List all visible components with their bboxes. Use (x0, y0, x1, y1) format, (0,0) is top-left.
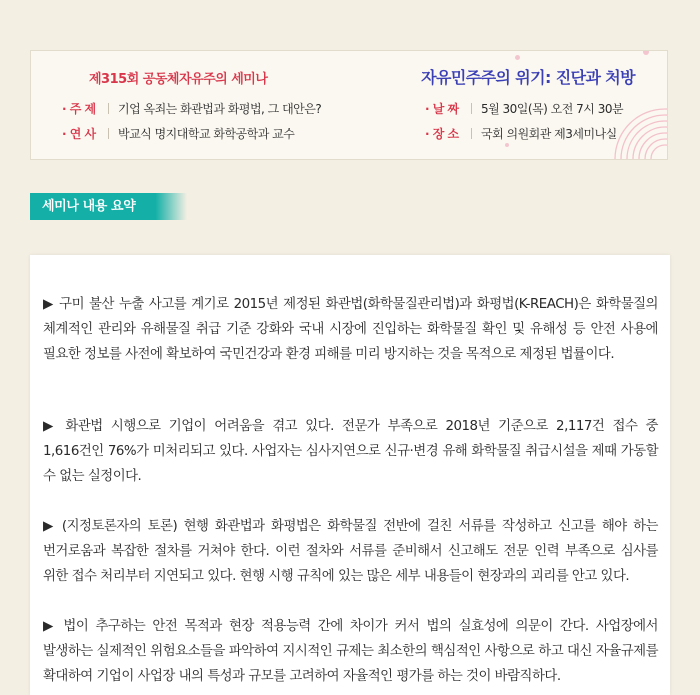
summary-paragraph: ▶ 화관법 시행으로 기업이 어려움을 겪고 있다. 전문가 부족으로 2018년 기준으로 2,117건 접수 중 1,616건인 76%가 미처리되고 있다. 사업자는 심사지연으로 신규·변경 유해 화학물질 취급시설을 제때 가동할 수 없는 실정이다. (43, 419, 658, 485)
decor-dot (515, 55, 520, 60)
date-value: 5월 30일(목) 오전 7시 30분 (481, 102, 624, 116)
divider (471, 103, 472, 114)
seminar-info-box (30, 50, 668, 160)
decor-dot (505, 143, 509, 147)
summary-paragraph: ▶ 법이 추구하는 안전 목적과 현장 적용능력 간에 차이가 커서 법의 실효성에 의문이 간다. 사업장에서 발생하는 실제적인 위험요소들을 파악하여 지시적인 규제는 최소한의 핵심적인 사항으로 하고 대신 자율규제를 확대하여 기업이 사업장 내의 특성과 규모를 고려하여 자율적인 평가를 하는 것이 바람직하다. (43, 619, 658, 685)
speaker-row (62, 125, 294, 142)
date-label: · 날 짜 (425, 102, 459, 116)
divider (108, 103, 109, 114)
summary-content-box (30, 255, 670, 695)
seminar-series-title: 제315회 공동체자유주의 세미나 (89, 72, 268, 87)
topic-row (62, 100, 321, 117)
place-value: 국회 의원회관 제3세미나실 (481, 127, 617, 141)
summary-paragraph: ▶ 구미 불산 누출 사고를 계기로 2015년 제정된 화관법(화학물질관리법)과 화평법(K-REACH)은 화학물질의 체계적인 관리와 유해물질 취급 기준 강화와 국내 시장에 진입하는 화학물질 확인 및 유해성 등 안전 사용에 필요한 정보를 사전에 확보하여 국민건강과 환경 피해를 미리 방지하는 것을 목적으로 제정된 법률이다. (43, 297, 658, 363)
speaker-label: · 연 사 (62, 127, 96, 141)
place-label: · 장 소 (425, 127, 459, 141)
divider (108, 128, 109, 139)
place-row (425, 125, 617, 142)
summary-paragraph: ▶ (지정토론자의 토론) 현행 화관법과 화평법은 화학물질 전반에 걸친 서류를 작성하고 신고를 해야 하는 번거로움과 복잡한 절차를 거쳐야 한다. 이런 절차와 서류를 준비해서 신고해도 전문 인력 부족으로 심사를 위한 접수 처리부터 지연되고 있다. 현행 시행 규칙에 있는 많은 세부 내용들이 현장과의 괴리를 안고 있다. (43, 519, 658, 585)
topic-value: 기업 옥죄는 화관법과 화평법, 그 대안은? (118, 102, 322, 116)
summary-section-tag: 세미나 내용 요약 (30, 193, 187, 220)
date-row (425, 100, 623, 117)
speaker-value: 박교식 명지대학교 화학공학과 교수 (118, 127, 295, 141)
divider (471, 128, 472, 139)
decor-dot (643, 50, 649, 55)
seminar-headline: 자유민주주의 위기: 진단과 처방 (421, 68, 635, 87)
topic-label: · 주 제 (62, 102, 96, 116)
